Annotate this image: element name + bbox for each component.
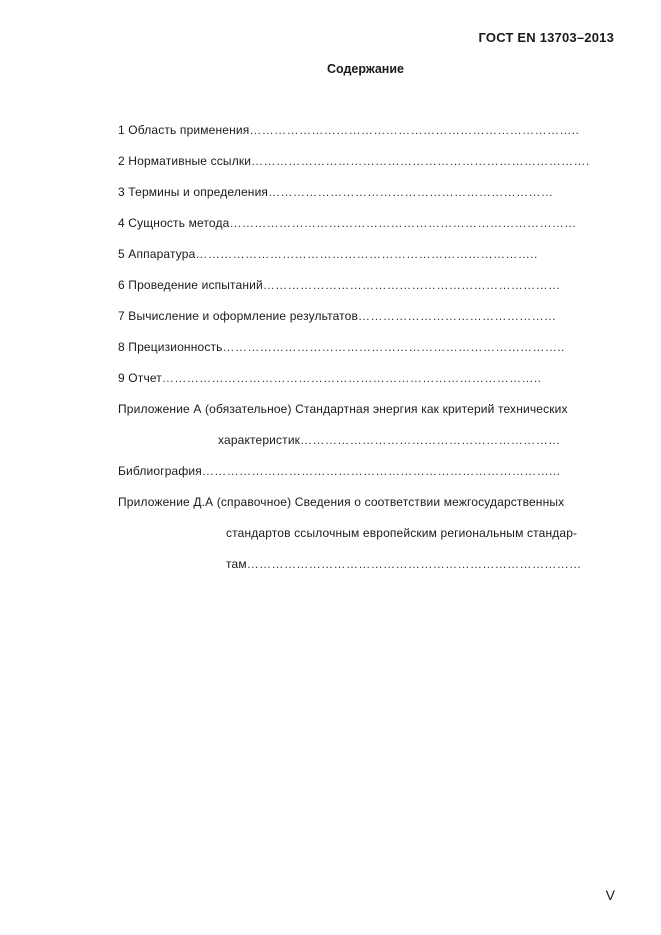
toc-item-text: Приложение Д.А (справочное) Сведения о соответствии межгосударственных: [118, 495, 565, 509]
toc-item-annex-a-continued[interactable]: [118, 432, 618, 463]
toc-leader-dots: ………………………………………………………………………………..: [161, 371, 542, 385]
toc-item-text: 3 Термины и определения: [118, 185, 269, 199]
toc-item-annex-a[interactable]: [118, 401, 618, 432]
toc-item-method-principle[interactable]: [118, 215, 618, 246]
toc-item-report[interactable]: [118, 370, 618, 401]
toc-item-apparatus[interactable]: [118, 246, 618, 277]
toc-item-text: 6 Проведение испытаний: [118, 278, 263, 292]
toc-item-annex-da-end[interactable]: [118, 556, 618, 587]
toc-item-bibliography[interactable]: [118, 463, 618, 494]
toc-leader-dots: ………………………………………………………………………: [246, 557, 582, 571]
toc-item-text: 4 Сущность метода: [118, 216, 230, 230]
toc-item-precision[interactable]: [118, 339, 618, 370]
toc-item-text: там: [226, 557, 247, 571]
toc-item-text: характеристик: [218, 433, 301, 447]
toc-leader-dots: ……………………………………………………………………….: [251, 154, 590, 168]
toc-item-text: 7 Вычисление и оформление результатов: [118, 309, 359, 323]
toc-leader-dots: …………………………………………: [358, 309, 557, 323]
toc-leader-dots: …………………………………………………………………………: [229, 216, 577, 230]
toc-item-text: Библиография: [118, 464, 202, 478]
toc-item-text: 8 Прецизионность: [118, 340, 223, 354]
toc-item-annex-da-continued[interactable]: [118, 525, 618, 556]
toc-leader-dots: ………………………………………………………………………..: [222, 340, 565, 354]
toc-item-text: 2 Нормативные ссылки: [118, 154, 252, 168]
toc-title: Содержание: [326, 62, 404, 76]
toc-item-scope[interactable]: [118, 122, 618, 153]
toc-item-terms[interactable]: [118, 184, 618, 215]
toc-item-normative-references[interactable]: [118, 153, 618, 184]
toc-leader-dots: ………………………………………………………………………..: [195, 247, 538, 261]
table-of-contents: [118, 122, 618, 587]
toc-item-text: стандартов ссылочным европейским региональным стандар-: [226, 526, 578, 540]
toc-item-annex-da[interactable]: [118, 494, 618, 525]
toc-item-text: 5 Аппаратура: [118, 247, 196, 261]
toc-leader-dots: ………………………………………………………………: [262, 278, 561, 292]
page-number: V: [605, 887, 615, 903]
toc-item-text: 9 Отчет: [118, 371, 162, 385]
toc-item-text: 1 Область применения: [118, 123, 250, 137]
toc-item-calculation[interactable]: [118, 308, 618, 339]
toc-leader-dots: ……………………………………………………………: [268, 185, 554, 199]
document-code: ГОСТ EN 13703–2013: [478, 30, 614, 45]
toc-item-text: Приложение А (обязательное) Стандартная энергия как критерий технических: [118, 402, 568, 416]
toc-item-testing[interactable]: [118, 277, 618, 308]
toc-leader-dots: ……………………………………………………………………..: [249, 123, 580, 137]
toc-leader-dots: ………………………………………………………: [300, 433, 561, 447]
toc-leader-dots: …………………………………………………………………………...: [201, 464, 561, 478]
